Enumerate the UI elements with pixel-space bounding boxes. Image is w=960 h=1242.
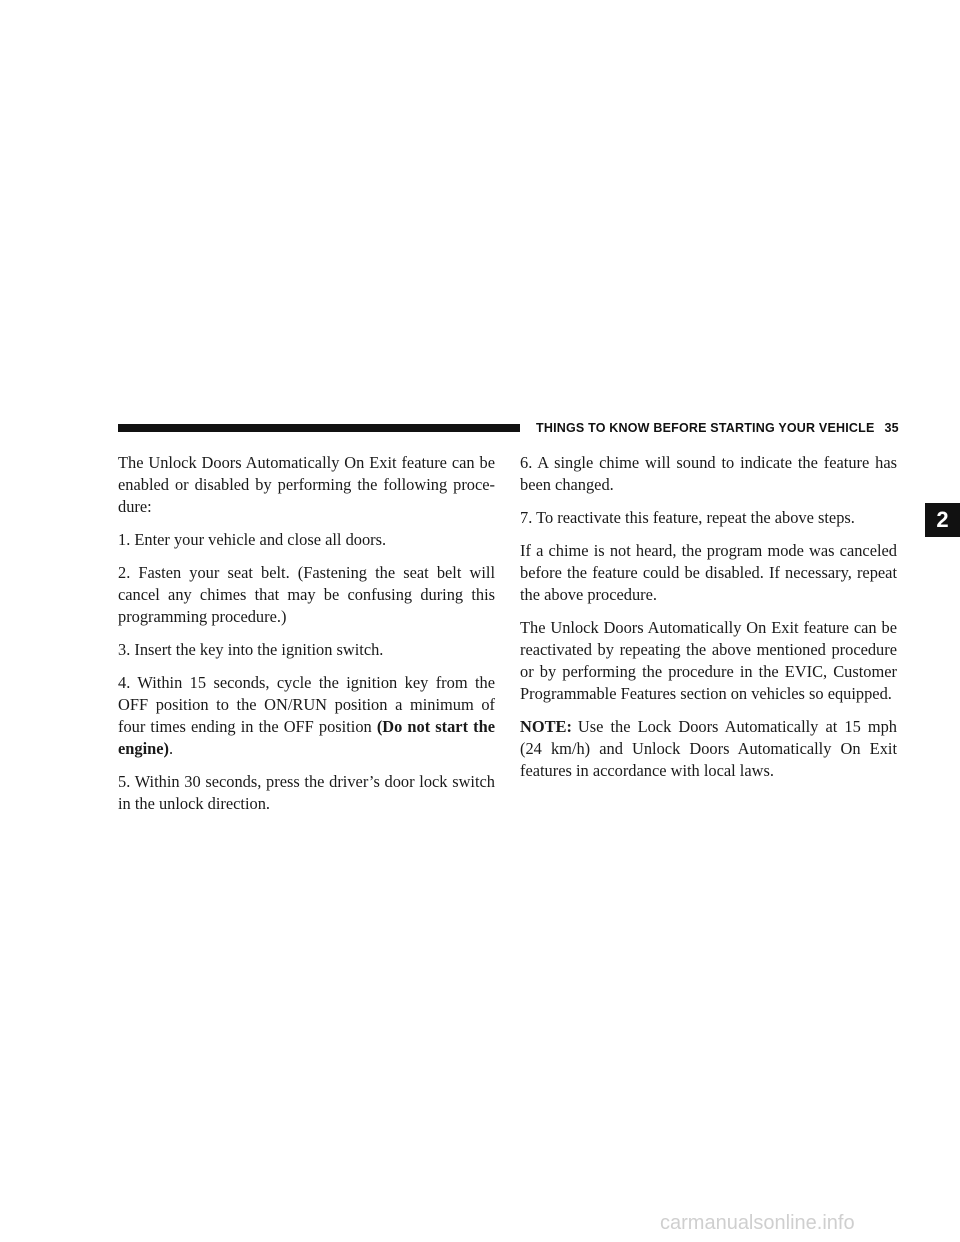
step-1: 1. Enter your vehicle and close all doors. xyxy=(118,530,387,549)
reactivate-paragraph: The Unlock Doors Automatically On Exit feature can be reactivated by repeating the above mentioned procedure or by performing the procedure in the EVIC, Customer Programmable Features section on vehicles so equipped. xyxy=(520,618,897,703)
step-4-warning: (Do not start the engine) xyxy=(118,717,495,758)
page-number: 35 xyxy=(884,421,899,435)
watermark: carmanualsonline.info xyxy=(660,1212,855,1234)
step-4-text: 4. Within 15 seconds, cycle the ignition key from the OFF position to the ON/RUN position a minimum of four times ending in the OFF position xyxy=(118,673,495,736)
step-5: 5. Within 30 seconds, press the driver’s door lock switch in the unlock direction. xyxy=(118,772,495,813)
running-header xyxy=(536,421,899,435)
step-4 xyxy=(118,672,495,760)
left-column xyxy=(118,452,495,826)
note-text: Use the Lock Doors Automatically at 15 mph (24 km/h) and Unlock Doors Automatically On Exit features in accordance with local laws. xyxy=(520,717,897,780)
chime-paragraph: If a chime is not heard, the program mode was canceled before the feature could be disabled. If necessary, repeat the above procedure. xyxy=(520,541,897,604)
step-7: 7. To reactivate this feature, repeat the above steps. xyxy=(520,508,855,527)
intro-paragraph: The Unlock Doors Automatically On Exit feature can be enabled or disabled by performing the following proce-dure: xyxy=(118,453,495,516)
right-column xyxy=(520,452,897,793)
header-title: THINGS TO KNOW BEFORE STARTING YOUR VEHICLE xyxy=(536,421,875,435)
step-6: 6. A single chime will sound to indicate the feature has been changed. xyxy=(520,453,897,494)
step-4-end: . xyxy=(169,739,174,758)
header-rule xyxy=(118,424,520,432)
step-3: 3. Insert the key into the ignition switch. xyxy=(118,640,384,659)
step-2: 2. Fasten your seat belt. (Fastening the seat belt will cancel any chimes that may be confusing during this programming procedure.) xyxy=(118,563,495,626)
chapter-tab: 2 xyxy=(925,503,960,537)
note-paragraph xyxy=(520,716,897,782)
note-label: NOTE: xyxy=(520,717,572,736)
